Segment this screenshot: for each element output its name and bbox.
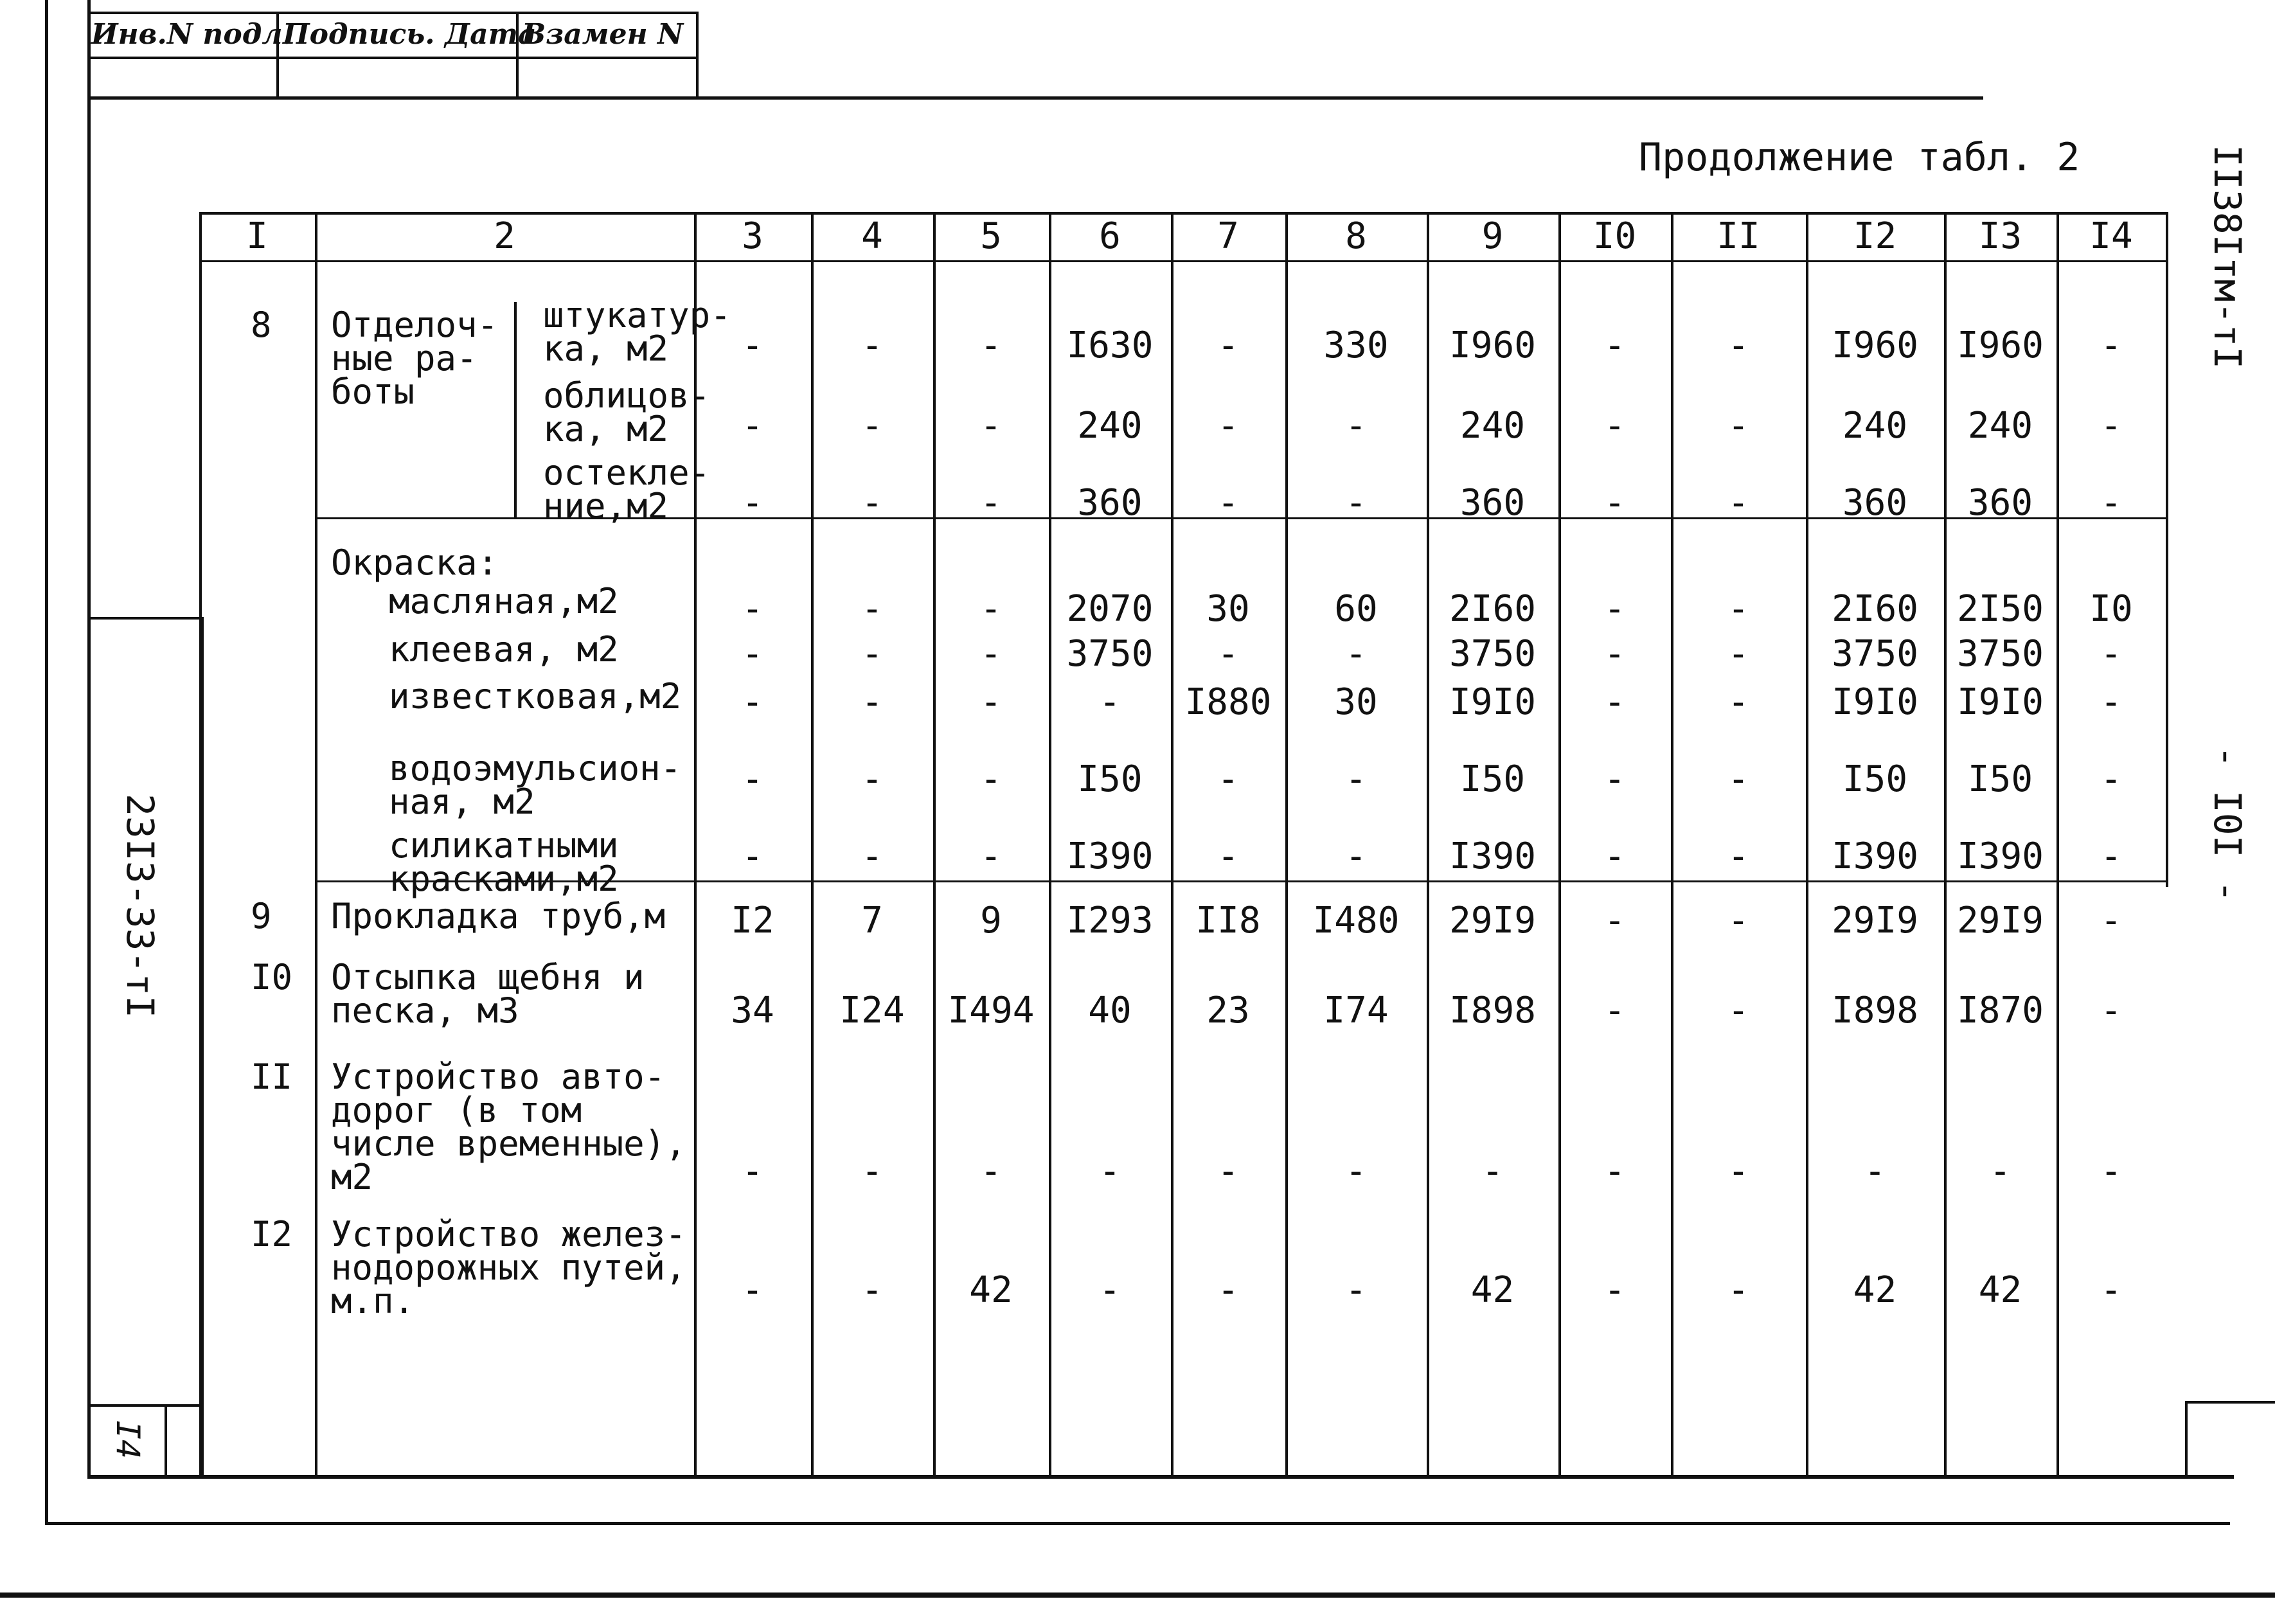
stamp-replace-label: Взамен N — [522, 18, 684, 51]
table-cell: 30 — [1334, 681, 1378, 723]
table-cell: - — [1727, 405, 1749, 447]
table-cell: 360 — [1077, 482, 1143, 524]
frame-bottom-outer — [45, 1522, 2230, 1525]
column-header-10: I0 — [1592, 215, 1637, 257]
table-cell: I960 — [1957, 325, 2044, 366]
stamp-sign-label: Подпись. Дата — [283, 18, 537, 51]
table-cell: - — [1727, 900, 1749, 941]
column-header-7: 7 — [1217, 215, 1239, 257]
table-cell: - — [861, 1269, 883, 1311]
row-number: I0 — [251, 957, 293, 997]
frame-bottom-inner — [87, 1475, 2234, 1479]
table-cell: 240 — [1842, 405, 1908, 447]
row-label: клеевая, м2 — [389, 629, 619, 670]
table-cell: - — [861, 325, 883, 366]
row-label: силикатными красками,м2 — [389, 825, 619, 899]
table-cell: - — [1603, 588, 1626, 630]
row-number: 9 — [251, 896, 272, 936]
table-cell: I390 — [1449, 835, 1536, 877]
table-cell: - — [1099, 1150, 1121, 1192]
table-cell: 42 — [1470, 1269, 1515, 1311]
column-header-1: I — [246, 215, 268, 257]
table-cell: - — [1217, 1150, 1239, 1192]
table-cell: I50 — [1842, 758, 1908, 800]
table-cell: - — [742, 835, 763, 877]
table-cell: 360 — [1459, 482, 1526, 524]
table-cell: I2 — [731, 900, 774, 941]
row-label: Отсыпка щебня и песка, м3 — [331, 957, 645, 1031]
table-cell: 360 — [1967, 482, 2033, 524]
table-cell: - — [1727, 835, 1749, 877]
column-header-12: I2 — [1853, 215, 1897, 257]
table-cell: I480 — [1312, 900, 1400, 941]
row-label: Отделоч- ные ра- боты — [331, 305, 499, 412]
row-label: масляная,м2 — [389, 581, 619, 621]
table-cell: - — [742, 405, 763, 447]
table-cell: - — [2100, 835, 2122, 877]
table-cell: - — [1727, 758, 1749, 800]
column-line — [315, 212, 317, 1477]
column-header-8: 8 — [1345, 215, 1367, 257]
table-cell: - — [742, 588, 763, 630]
table-cell: - — [742, 1150, 763, 1192]
table-cell: - — [980, 758, 1002, 800]
table-cell: - — [1345, 1269, 1367, 1311]
frame-left-inner — [87, 0, 91, 1478]
table-cell: - — [1727, 633, 1749, 675]
table-cell: I390 — [1066, 835, 1154, 877]
table-cell: - — [980, 325, 1002, 366]
table-cell: - — [861, 835, 883, 877]
row-sublabel: остекле- ние,м2 — [543, 452, 711, 526]
table-cell: - — [742, 758, 763, 800]
frame-left-outer — [45, 0, 48, 1523]
table-cell: - — [2100, 1150, 2122, 1192]
table-cell: 29I9 — [1449, 900, 1536, 941]
table-cell: I0 — [2089, 588, 2133, 630]
table-cell: I630 — [1066, 325, 1154, 366]
stamp-top — [87, 12, 698, 14]
column-line — [199, 212, 202, 1477]
header-bottom — [199, 260, 2166, 262]
table-cell: - — [1345, 405, 1367, 447]
table-cell: - — [1603, 325, 1626, 366]
table-cell: I50 — [1967, 758, 2033, 800]
table-cell: - — [1345, 633, 1367, 675]
table-cell: - — [2100, 900, 2122, 941]
stamp-div3 — [696, 12, 699, 98]
table-cell: I390 — [1832, 835, 1918, 877]
table-cell: I880 — [1184, 681, 1272, 723]
table-cell: - — [2100, 1269, 2122, 1311]
table-cell: 330 — [1323, 325, 1389, 366]
table-cell: I898 — [1449, 990, 1536, 1031]
table-cell: 30 — [1206, 588, 1250, 630]
table-cell: - — [1217, 1269, 1239, 1311]
table-cell: 240 — [1459, 405, 1526, 447]
table-cell: - — [861, 588, 883, 630]
column-header-3: 3 — [742, 215, 763, 257]
table-cell: - — [980, 482, 1002, 524]
frame-right-vert — [2185, 1401, 2188, 1478]
column-header-2: 2 — [494, 215, 515, 257]
table-cell: 40 — [1088, 990, 1132, 1031]
frame-top — [87, 96, 1983, 100]
table-cell: 9 — [980, 900, 1002, 941]
table-cell: - — [742, 1269, 763, 1311]
table-cell: I960 — [1449, 325, 1536, 366]
table-cell: 2I60 — [1449, 588, 1536, 630]
table-cell: 2I50 — [1957, 588, 2044, 630]
table-cell: - — [1727, 325, 1749, 366]
row-sublabel: облицов- ка, м2 — [543, 375, 711, 449]
row-label: Окраска: — [331, 542, 499, 583]
table-cell: - — [1864, 1150, 1886, 1192]
table-cell: - — [1345, 482, 1367, 524]
table-cell: I9I0 — [1957, 681, 2044, 723]
table-cell: - — [980, 405, 1002, 447]
table-cell: - — [1481, 1150, 1504, 1192]
table-cell: - — [861, 758, 883, 800]
continuation-heading: Продолжение табл. 2 — [1639, 135, 2080, 180]
left-block-top — [87, 617, 203, 620]
page-bottom-edge — [0, 1593, 2275, 1598]
row-label: Устройство желез- нодорожных путей, м.п. — [331, 1214, 686, 1321]
table-cell: I9I0 — [1832, 681, 1918, 723]
table-cell: - — [1603, 900, 1626, 941]
table-cell: - — [2100, 681, 2122, 723]
table-cell: - — [1099, 681, 1121, 723]
table-cell: - — [861, 633, 883, 675]
table-cell: 34 — [731, 990, 774, 1031]
table-cell: - — [1217, 405, 1239, 447]
table-cell: I74 — [1323, 990, 1389, 1031]
table-cell: 240 — [1967, 405, 2033, 447]
sheet-box-div — [165, 1404, 167, 1476]
table-cell: - — [2100, 758, 2122, 800]
table-cell: 42 — [969, 1269, 1013, 1311]
table-cell: - — [1603, 405, 1626, 447]
table-cell: - — [1603, 681, 1626, 723]
table-cell: 2070 — [1066, 588, 1154, 630]
column-header-9: 9 — [1481, 215, 1504, 257]
table-cell: I24 — [839, 990, 905, 1031]
table-cell: - — [2100, 990, 2122, 1031]
column-header-14: I4 — [2089, 215, 2133, 257]
stamp-mid — [87, 57, 698, 59]
row-number: II — [251, 1057, 293, 1097]
table-cell: - — [1727, 588, 1749, 630]
table-cell: - — [1603, 990, 1626, 1031]
table-cell: - — [861, 405, 883, 447]
table-cell: I50 — [1077, 758, 1143, 800]
table-cell: 42 — [1978, 1269, 2022, 1311]
table-cell: - — [1603, 633, 1626, 675]
table-cell: - — [2100, 482, 2122, 524]
table-cell: - — [861, 681, 883, 723]
row-number: I2 — [251, 1214, 293, 1254]
table-cell: 2I60 — [1832, 588, 1918, 630]
table-cell: I390 — [1957, 835, 2044, 877]
table-cell: - — [2100, 325, 2122, 366]
table-cell: - — [2100, 405, 2122, 447]
stamp-inv-label: Инв.N подл. — [91, 18, 292, 51]
table-cell: - — [1217, 835, 1239, 877]
row-label: Устройство авто- дорог (в том числе временные), м2 — [331, 1057, 686, 1197]
table-cell: 360 — [1842, 482, 1908, 524]
table-cell: - — [1727, 990, 1749, 1031]
table-cell: I898 — [1832, 990, 1918, 1031]
table-cell: I870 — [1957, 990, 2044, 1031]
row-label: водоэмульсион- ная, м2 — [389, 748, 682, 822]
sublabel-divider — [514, 302, 517, 517]
table-cell: I293 — [1066, 900, 1154, 941]
table-cell: - — [742, 633, 763, 675]
row-label: известковая,м2 — [389, 676, 682, 717]
row-sublabel: штукатур- ка, м2 — [543, 295, 731, 369]
table-cell: - — [1217, 325, 1239, 366]
table-cell: - — [1603, 482, 1626, 524]
table-cell: - — [1217, 633, 1239, 675]
table-cell: I9I0 — [1449, 681, 1536, 723]
sheet-number: I4 — [109, 1420, 147, 1459]
table-cell: 3750 — [1066, 633, 1154, 675]
table-cell: - — [2100, 633, 2122, 675]
table-top — [199, 212, 2166, 215]
row-number: 8 — [251, 305, 272, 345]
sheet-box-top — [87, 1404, 203, 1407]
table-cell: - — [861, 1150, 883, 1192]
table-cell: - — [1345, 835, 1367, 877]
table-cell: 42 — [1853, 1269, 1897, 1311]
column-header-11: II — [1717, 215, 1760, 257]
table-cell: I494 — [947, 990, 1035, 1031]
table-cell: - — [1603, 758, 1626, 800]
table-cell: - — [742, 681, 763, 723]
table-cell: 3750 — [1957, 633, 2044, 675]
table-cell: I960 — [1832, 325, 1918, 366]
table-cell: 3750 — [1449, 633, 1536, 675]
table-cell: - — [1727, 681, 1749, 723]
column-header-5: 5 — [980, 215, 1002, 257]
table-cell: - — [1345, 758, 1367, 800]
column-header-13: I3 — [1978, 215, 2022, 257]
table-cell: - — [1217, 482, 1239, 524]
table-cell: - — [1603, 1150, 1626, 1192]
page-marker: - I0I - — [2206, 745, 2249, 903]
left-code: 23I3-33-тI — [118, 794, 162, 1019]
table-cell: - — [742, 325, 763, 366]
table-cell: - — [980, 681, 1002, 723]
table-cell: II8 — [1195, 900, 1261, 941]
table-cell: - — [861, 482, 883, 524]
frame-right — [2185, 1401, 2275, 1404]
table-cell: - — [1603, 835, 1626, 877]
table-cell: - — [1345, 1150, 1367, 1192]
table-cell: - — [980, 588, 1002, 630]
table-cell: - — [980, 633, 1002, 675]
table-cell: - — [1099, 1269, 1121, 1311]
row-label: Прокладка труб,м — [331, 896, 666, 936]
table-cell: I50 — [1459, 758, 1526, 800]
table-cell: - — [1603, 1269, 1626, 1311]
column-header-4: 4 — [861, 215, 883, 257]
table-cell: - — [1217, 758, 1239, 800]
side-code: II38Iтм-тI — [2206, 145, 2249, 370]
table-cell: - — [980, 1150, 1002, 1192]
table-cell: 29I9 — [1957, 900, 2044, 941]
table-cell: - — [1727, 1150, 1749, 1192]
column-line — [2166, 212, 2168, 887]
table-cell: 240 — [1077, 405, 1143, 447]
table-cell: 7 — [861, 900, 883, 941]
table-cell: 29I9 — [1832, 900, 1918, 941]
table-cell: 23 — [1206, 990, 1250, 1031]
table-cell: - — [742, 482, 763, 524]
table-cell: - — [1727, 482, 1749, 524]
table-cell: 3750 — [1832, 633, 1918, 675]
table-cell: - — [980, 835, 1002, 877]
table-cell: - — [1989, 1150, 2012, 1192]
table-cell: 60 — [1334, 588, 1378, 630]
column-header-6: 6 — [1099, 215, 1121, 257]
table-cell: - — [1727, 1269, 1749, 1311]
